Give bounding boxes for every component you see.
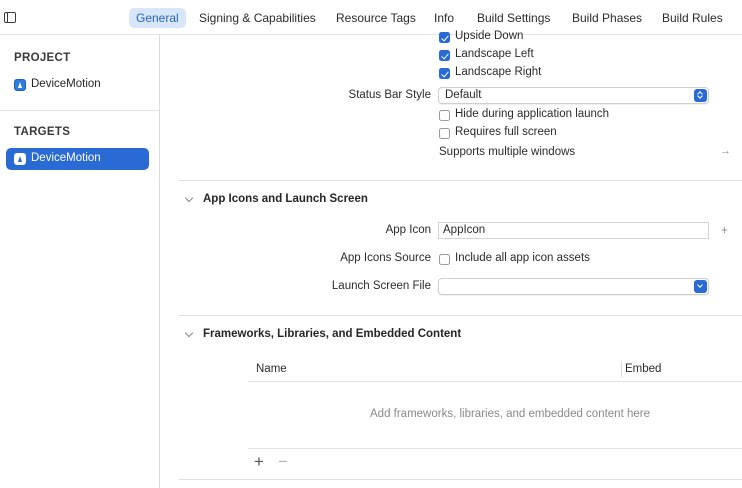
project-target-sidebar [0, 35, 160, 488]
remove-framework-button[interactable]: − [278, 452, 288, 471]
frameworks-section-title: Frameworks, Libraries, and Embedded Content [203, 328, 462, 340]
section-separator [179, 315, 742, 316]
launch-screen-file-label: Launch Screen File [331, 280, 431, 292]
empty-table-message: Add frameworks, libraries, and embedded content here [370, 408, 650, 420]
tab-build-rules[interactable]: Build Rules [662, 11, 723, 25]
app-icon-field[interactable] [438, 222, 709, 239]
upside-down-label: Upside Down [455, 30, 524, 42]
upside-down-checkbox[interactable] [439, 32, 450, 43]
landscape-left-checkbox[interactable] [439, 50, 450, 61]
hide-during-launch-label: Hide during application launch [455, 108, 610, 120]
sidebar-item-target[interactable] [6, 148, 149, 170]
hide-during-launch-checkbox[interactable] [439, 110, 450, 121]
tab-build-phases[interactable]: Build Phases [572, 11, 643, 25]
sidebar-item-label: DeviceMotion [31, 78, 101, 90]
sidebar-divider [0, 110, 159, 111]
project-app-icon [14, 79, 26, 91]
requires-full-screen-label: Requires full screen [455, 126, 557, 138]
target-app-icon [14, 153, 26, 165]
status-bar-style-value: Default [445, 89, 482, 101]
column-header-name[interactable]: Name [256, 363, 287, 375]
section-separator [179, 180, 742, 181]
launch-screen-file-combo[interactable] [438, 278, 709, 295]
supports-multiple-windows-label: Supports multiple windows [439, 146, 576, 158]
table-header [248, 357, 742, 382]
app-icons-source-label: App Icons Source [340, 252, 431, 264]
sidebar-item-project[interactable] [6, 74, 149, 96]
sidebar-toggle-icon[interactable] [4, 12, 16, 23]
table-footer [248, 448, 742, 475]
arrow-right-icon[interactable]: → [720, 145, 731, 157]
landscape-left-label: Landscape Left [455, 48, 534, 60]
editor-tab-bar [0, 0, 742, 35]
app-icon-value: AppIcon [443, 224, 486, 236]
tab-build-settings[interactable]: Build Settings [477, 11, 551, 25]
column-header-embed[interactable]: Embed [625, 363, 662, 375]
chevron-down-icon[interactable] [185, 329, 193, 337]
section-separator [179, 479, 742, 480]
status-bar-style-label: Status Bar Style [348, 89, 431, 101]
status-bar-style-popup[interactable] [438, 87, 709, 104]
tab-info[interactable]: Info [434, 11, 455, 25]
add-icon[interactable]: + [721, 223, 729, 237]
tab-general[interactable]: General [129, 8, 186, 28]
chevron-down-icon [694, 280, 707, 293]
include-all-icons-label: Include all app icon assets [455, 252, 590, 264]
landscape-right-label: Landscape Right [455, 66, 542, 78]
include-all-icons-checkbox[interactable] [439, 254, 450, 265]
project-section-header: PROJECT [14, 52, 71, 64]
app-icon-label: App Icon [385, 224, 431, 236]
landscape-right-checkbox[interactable] [439, 68, 450, 79]
tab-resource-tags[interactable]: Resource Tags [336, 11, 416, 25]
requires-full-screen-checkbox[interactable] [439, 128, 450, 139]
frameworks-table [248, 357, 742, 475]
chevron-down-icon[interactable] [185, 194, 193, 202]
sidebar-item-label: DeviceMotion [31, 152, 101, 164]
popup-stepper-icon [694, 89, 707, 102]
tab-signing-capabilities[interactable]: Signing & Capabilities [199, 11, 316, 25]
column-divider [621, 361, 622, 377]
general-settings-pane [161, 30, 742, 488]
add-framework-button[interactable]: + [254, 452, 264, 471]
app-icons-section-title: App Icons and Launch Screen [203, 193, 368, 205]
targets-section-header: TARGETS [14, 126, 71, 138]
